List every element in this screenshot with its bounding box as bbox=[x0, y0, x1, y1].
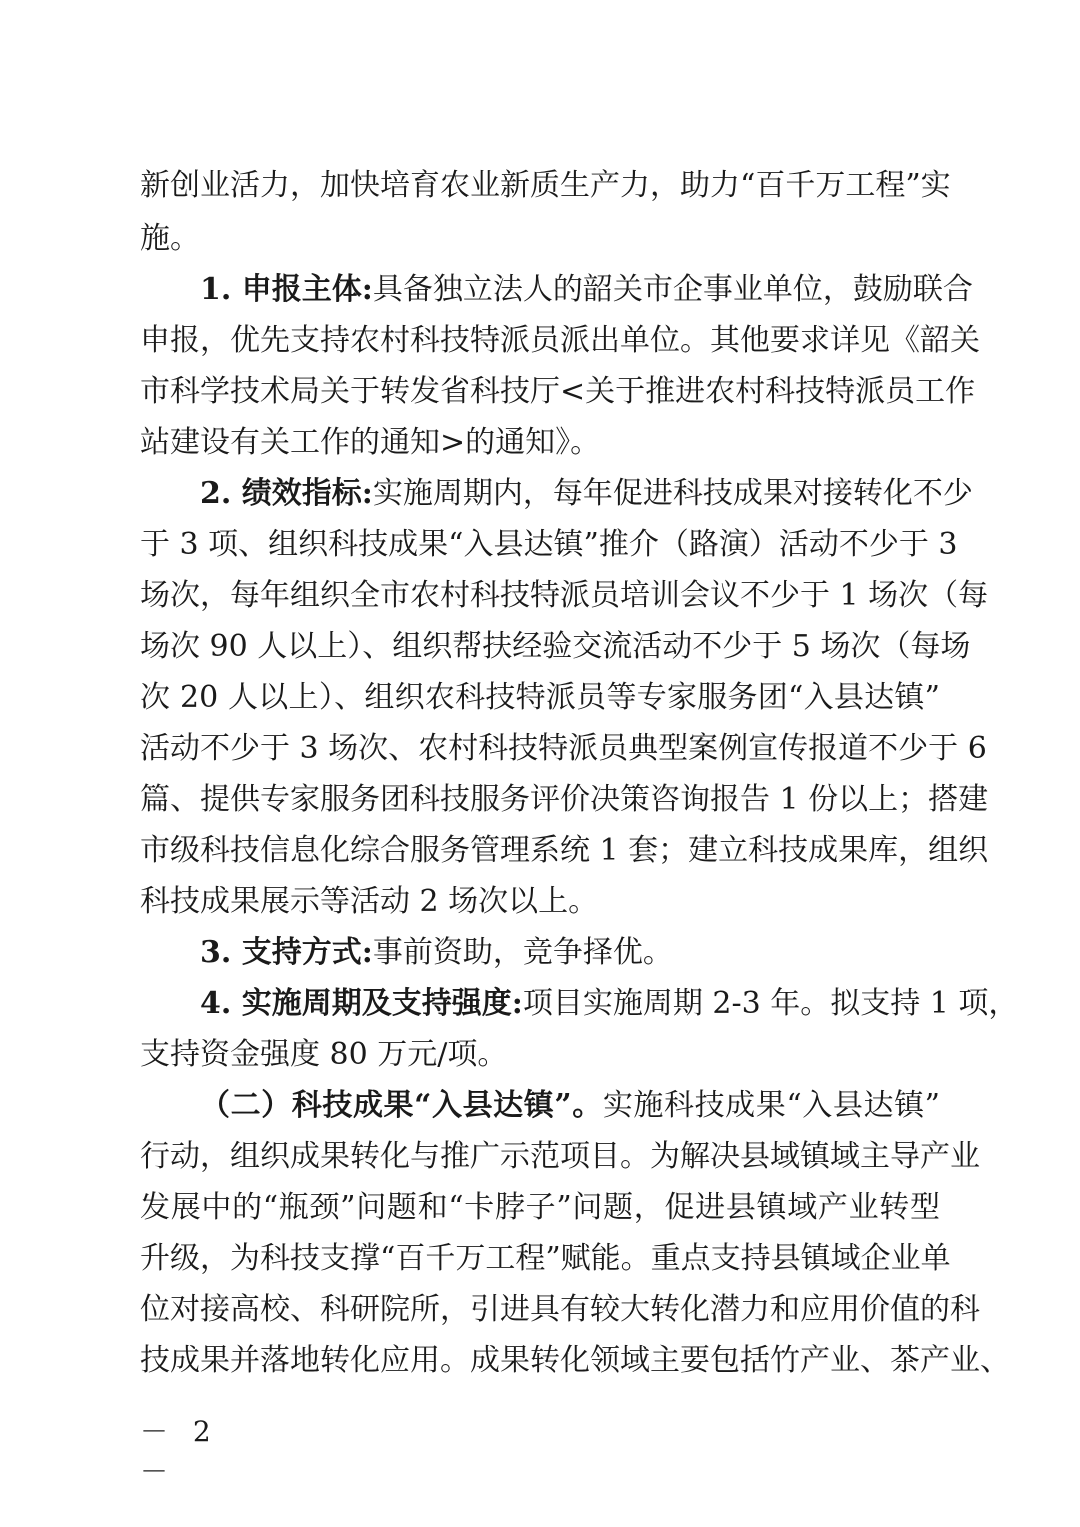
text-line: 行动，组织成果转化与推广示范项目。为解决县域镇域主导产业 bbox=[140, 1139, 980, 1174]
text-line: 市科学技术局关于转发省科技厅<关于推进农村科技特派员工作 bbox=[140, 374, 976, 409]
text-line: 于 3 项、组织科技成果“入县达镇”推介（路演）活动不少于 3 bbox=[140, 527, 958, 562]
text-line: 次 20 人以上）、组织农科技特派员等专家服务团“入县达镇” bbox=[140, 680, 940, 715]
text-line: 篇、提供专家服务团科技服务评价决策咨询报告 1 份以上；搭建 bbox=[140, 782, 989, 817]
subsection-2-label: （二）科技成果“入县达镇”。 bbox=[200, 1088, 603, 1123]
subsection-2-heading-line: （二）科技成果“入县达镇”。实施科技成果“入县达镇” bbox=[200, 1088, 940, 1123]
text-line: 活动不少于 3 场次、农村科技特派员典型案例宣传报道不少于 6 bbox=[140, 731, 987, 766]
text-line: 申报，优先支持农村科技特派员派出单位。其他要求详见《韶关 bbox=[140, 323, 980, 358]
document-page bbox=[140, 0, 1019, 1527]
text-line: 施。 bbox=[140, 221, 200, 256]
text-line: 科技成果展示等活动 2 场次以上。 bbox=[140, 884, 599, 919]
text-line: 市级科技信息化综合服务管理系统 1 套；建立科技成果库，组织 bbox=[140, 833, 989, 868]
text-line: 技成果并落地转化应用。成果转化领域主要包括竹产业、茶产业、 bbox=[140, 1343, 1010, 1378]
text-line: 场次 90 人以上）、组织帮扶经验交流活动不少于 5 场次（每场 bbox=[140, 629, 971, 664]
text-line: 发展中的“瓶颈”问题和“卡脖子”问题，促进县镇域产业转型 bbox=[140, 1190, 940, 1225]
text-line: 支持资金强度 80 万元/项。 bbox=[140, 1037, 508, 1072]
section-1-label: 1. 申报主体: bbox=[200, 272, 373, 307]
section-3-heading-line: 3. 支持方式:事前资助，竞争择优。 bbox=[200, 935, 673, 970]
section-4-heading-line: 4. 实施周期及支持强度:项目实施周期 2-3 年。拟支持 1 项， bbox=[200, 986, 1019, 1021]
section-2-label: 2. 绩效指标: bbox=[200, 476, 373, 511]
page-number: － 2 － bbox=[140, 1415, 219, 1488]
text-line: 场次，每年组织全市农村科技特派员培训会议不少于 1 场次（每 bbox=[140, 578, 989, 613]
text-line: 站建设有关工作的通知>的通知》。 bbox=[140, 425, 601, 460]
section-3-label: 3. 支持方式: bbox=[200, 935, 373, 970]
text-line: 新创业活力，加快培育农业新质生产力，助力“百千万工程”实 bbox=[140, 168, 951, 203]
text-line: 位对接高校、科研院所，引进具有较大转化潜力和应用价值的科 bbox=[140, 1292, 980, 1327]
text-line: 升级，为科技支撑“百千万工程”赋能。重点支持县镇域企业单 bbox=[140, 1241, 951, 1276]
section-1-heading-line: 1. 申报主体:具备独立法人的韶关市企事业单位，鼓励联合 bbox=[200, 272, 973, 307]
section-4-label: 4. 实施周期及支持强度: bbox=[200, 986, 523, 1021]
section-2-heading-line: 2. 绩效指标:实施周期内，每年促进科技成果对接转化不少 bbox=[200, 476, 973, 511]
